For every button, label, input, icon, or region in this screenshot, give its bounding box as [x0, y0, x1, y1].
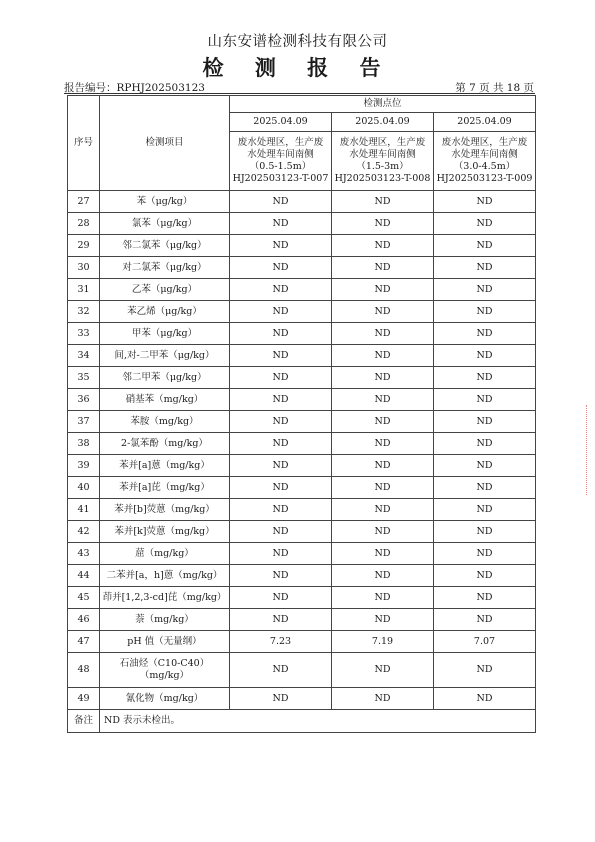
- sample-code: HJ202503123-T-009: [436, 173, 533, 184]
- table-row: [68, 631, 536, 653]
- result-value: ND: [434, 411, 536, 433]
- result-value: ND: [434, 499, 536, 521]
- point-location: [434, 132, 536, 191]
- result-value: ND: [434, 565, 536, 587]
- row-number: 34: [68, 345, 100, 367]
- result-value: ND: [434, 521, 536, 543]
- note-row: [68, 710, 536, 733]
- test-item-name: 甲苯（μg/kg）: [131, 327, 198, 339]
- row-number: 44: [68, 565, 100, 587]
- test-item-name: 乙苯（μg/kg）: [131, 283, 198, 295]
- result-value: ND: [434, 323, 536, 345]
- test-item-name: 氰化物（mg/kg）: [125, 692, 204, 704]
- table-row: [68, 367, 536, 389]
- test-item: [100, 587, 230, 609]
- table-row: [68, 235, 536, 257]
- test-item-name: 苯并[a]芘（mg/kg）: [119, 481, 210, 493]
- company-name: 山东安谱检测科技有限公司: [207, 34, 388, 50]
- result-value: ND: [332, 609, 434, 631]
- result-value: ND: [434, 191, 536, 213]
- result-value: ND: [332, 367, 434, 389]
- table-row: [68, 609, 536, 631]
- location-line: 废水处理区，生产废: [441, 137, 528, 148]
- row-number: 46: [68, 609, 100, 631]
- note-text: ND 表示未检出。: [100, 710, 536, 733]
- result-value: 7.07: [434, 631, 536, 653]
- test-item-name: 间,对-二甲苯（μg/kg）: [114, 349, 215, 361]
- table-row: [68, 653, 536, 688]
- result-value: ND: [230, 688, 332, 710]
- result-value: ND: [332, 653, 434, 688]
- table-row: [68, 521, 536, 543]
- col-points-header: 检测点位: [230, 96, 536, 113]
- result-value: ND: [230, 521, 332, 543]
- result-value: ND: [332, 477, 434, 499]
- test-item-name: 邻二氯苯（μg/kg）: [122, 239, 207, 251]
- point-date: 2025.04.09: [332, 113, 434, 132]
- point-date: 2025.04.09: [230, 113, 332, 132]
- location-depth: （3.0-4.5m）: [453, 161, 516, 172]
- table-row: [68, 688, 536, 710]
- test-item: [100, 455, 230, 477]
- row-number: 29: [68, 235, 100, 257]
- result-value: 7.23: [230, 631, 332, 653]
- table-row: [68, 411, 536, 433]
- test-item: [100, 543, 230, 565]
- result-value: ND: [332, 688, 434, 710]
- test-item-name: 氯苯（μg/kg）: [131, 217, 198, 229]
- col-item-header: 检测项目: [100, 96, 230, 191]
- result-value: ND: [434, 235, 536, 257]
- location-line: 废水处理区，生产废: [339, 137, 426, 148]
- result-value: ND: [332, 323, 434, 345]
- result-value: ND: [230, 191, 332, 213]
- row-number: 35: [68, 367, 100, 389]
- test-item: [100, 411, 230, 433]
- location-line: 水处理车间南侧: [247, 149, 314, 160]
- table-row: [68, 433, 536, 455]
- result-value: ND: [230, 411, 332, 433]
- result-value: ND: [434, 213, 536, 235]
- result-value: ND: [230, 345, 332, 367]
- table-row: [68, 323, 536, 345]
- test-item: [100, 521, 230, 543]
- test-item: [100, 257, 230, 279]
- row-number: 39: [68, 455, 100, 477]
- row-number: 43: [68, 543, 100, 565]
- result-value: ND: [332, 587, 434, 609]
- test-item: [100, 191, 230, 213]
- test-item-name: 䓛（mg/kg）: [135, 547, 194, 559]
- result-value: ND: [230, 389, 332, 411]
- result-value: ND: [332, 411, 434, 433]
- result-value: ND: [434, 688, 536, 710]
- result-value: ND: [230, 587, 332, 609]
- result-value: ND: [332, 433, 434, 455]
- row-number: 40: [68, 477, 100, 499]
- test-item: [100, 213, 230, 235]
- report-title: 检 测 报 告: [202, 55, 393, 80]
- row-number: 47: [68, 631, 100, 653]
- row-number: 48: [68, 653, 100, 688]
- table-row: [68, 587, 536, 609]
- row-number: 45: [68, 587, 100, 609]
- result-value: ND: [230, 477, 332, 499]
- point-location: [332, 132, 434, 191]
- result-value: ND: [434, 653, 536, 688]
- result-value: ND: [230, 543, 332, 565]
- test-item: [100, 609, 230, 631]
- table-row: [68, 455, 536, 477]
- table-row: [68, 257, 536, 279]
- test-item-name: pH 值（无量纲）: [127, 635, 202, 647]
- result-value: ND: [230, 455, 332, 477]
- result-value: ND: [230, 565, 332, 587]
- row-number: 42: [68, 521, 100, 543]
- location-line: 水处理车间南侧: [451, 149, 518, 160]
- location-depth: （0.5-1.5m）: [249, 161, 312, 172]
- seal-stamp-edge: [586, 405, 593, 495]
- test-item-name: 苯并[k]荧蒽（mg/kg）: [114, 525, 215, 537]
- header-row: [68, 96, 536, 113]
- test-item: [100, 653, 230, 688]
- test-item: [100, 345, 230, 367]
- row-number: 32: [68, 301, 100, 323]
- report-number: 报告编号：RPHJ202503123: [64, 82, 205, 94]
- result-value: ND: [434, 301, 536, 323]
- result-value: ND: [332, 279, 434, 301]
- test-item: [100, 499, 230, 521]
- table-row: [68, 279, 536, 301]
- note-label: 备注: [68, 710, 100, 733]
- result-value: ND: [332, 455, 434, 477]
- test-item-name: 苯（μg/kg）: [136, 195, 193, 207]
- table-row: [68, 191, 536, 213]
- test-item: [100, 367, 230, 389]
- row-number: 33: [68, 323, 100, 345]
- result-value: ND: [230, 433, 332, 455]
- location-line: 废水处理区，生产废: [237, 137, 324, 148]
- test-item-name: 2-氯苯酚（mg/kg）: [121, 437, 208, 449]
- table-row: [68, 345, 536, 367]
- result-value: ND: [230, 367, 332, 389]
- test-item: [100, 477, 230, 499]
- test-item-name: 苯乙烯（μg/kg）: [127, 305, 202, 317]
- test-item-name: 萘（mg/kg）: [135, 613, 194, 625]
- point-location: [230, 132, 332, 191]
- result-value: ND: [332, 543, 434, 565]
- result-value: ND: [230, 323, 332, 345]
- result-value: ND: [434, 477, 536, 499]
- result-value: ND: [230, 279, 332, 301]
- result-value: ND: [230, 301, 332, 323]
- result-value: ND: [332, 345, 434, 367]
- table-row: [68, 213, 536, 235]
- result-value: ND: [230, 609, 332, 631]
- location-depth: （1.5-3m）: [356, 161, 409, 172]
- test-item: [100, 631, 230, 653]
- test-item: [100, 389, 230, 411]
- result-value: ND: [332, 301, 434, 323]
- table-row: [68, 477, 536, 499]
- result-value: ND: [434, 587, 536, 609]
- result-value: ND: [230, 257, 332, 279]
- row-number: 36: [68, 389, 100, 411]
- test-item: [100, 279, 230, 301]
- test-item-name: 石油烃（C10-C40）: [119, 658, 210, 669]
- test-item: [100, 565, 230, 587]
- row-number: 28: [68, 213, 100, 235]
- result-value: ND: [230, 653, 332, 688]
- table-row: [68, 301, 536, 323]
- result-value: ND: [434, 257, 536, 279]
- result-value: ND: [332, 235, 434, 257]
- result-value: ND: [434, 367, 536, 389]
- row-number: 27: [68, 191, 100, 213]
- result-value: ND: [332, 499, 434, 521]
- table-row: [68, 389, 536, 411]
- result-value: ND: [332, 389, 434, 411]
- row-number: 37: [68, 411, 100, 433]
- result-value: ND: [434, 543, 536, 565]
- result-value: ND: [434, 433, 536, 455]
- test-item-name: 苯并[b]荧蒽（mg/kg）: [114, 503, 215, 515]
- test-item-name: 硝基苯（mg/kg）: [125, 393, 204, 405]
- result-value: ND: [434, 389, 536, 411]
- result-value: ND: [332, 213, 434, 235]
- test-item: [100, 688, 230, 710]
- row-number: 41: [68, 499, 100, 521]
- table-row: [68, 499, 536, 521]
- test-item-unit: （mg/kg）: [139, 670, 190, 681]
- result-value: 7.19: [332, 631, 434, 653]
- result-value: ND: [332, 565, 434, 587]
- row-number: 30: [68, 257, 100, 279]
- row-number: 38: [68, 433, 100, 455]
- result-value: ND: [434, 279, 536, 301]
- result-value: ND: [332, 521, 434, 543]
- test-item-name: 对二氯苯（μg/kg）: [122, 261, 207, 273]
- sample-code: HJ202503123-T-007: [232, 173, 329, 184]
- result-value: ND: [230, 235, 332, 257]
- col-seq-header: 序号: [68, 96, 100, 191]
- header-rule: [64, 93, 535, 94]
- test-item-name: 邻二甲苯（μg/kg）: [122, 371, 207, 383]
- results-table: [67, 95, 536, 733]
- row-number: 49: [68, 688, 100, 710]
- test-item-name: 苯并[a]蒽（mg/kg）: [119, 459, 210, 471]
- row-number: 31: [68, 279, 100, 301]
- result-value: ND: [434, 455, 536, 477]
- test-item: [100, 433, 230, 455]
- test-item: [100, 301, 230, 323]
- result-value: ND: [230, 499, 332, 521]
- result-value: ND: [434, 345, 536, 367]
- test-item: [100, 323, 230, 345]
- result-value: ND: [230, 213, 332, 235]
- location-line: 水处理车间南侧: [349, 149, 416, 160]
- test-item-name: 二苯并[a，h]蒽（mg/kg）: [106, 569, 223, 581]
- page-info: 第 7 页 共 18 页: [455, 82, 534, 94]
- test-item-name: 茚并[1,2,3-cd]芘（mg/kg）: [102, 591, 227, 603]
- result-value: ND: [332, 257, 434, 279]
- test-item-name: 苯胺（mg/kg）: [130, 415, 199, 427]
- sample-code: HJ202503123-T-008: [334, 173, 431, 184]
- point-date: 2025.04.09: [434, 113, 536, 132]
- table-row: [68, 543, 536, 565]
- result-value: ND: [332, 191, 434, 213]
- table-row: [68, 565, 536, 587]
- test-item: [100, 235, 230, 257]
- result-value: ND: [434, 609, 536, 631]
